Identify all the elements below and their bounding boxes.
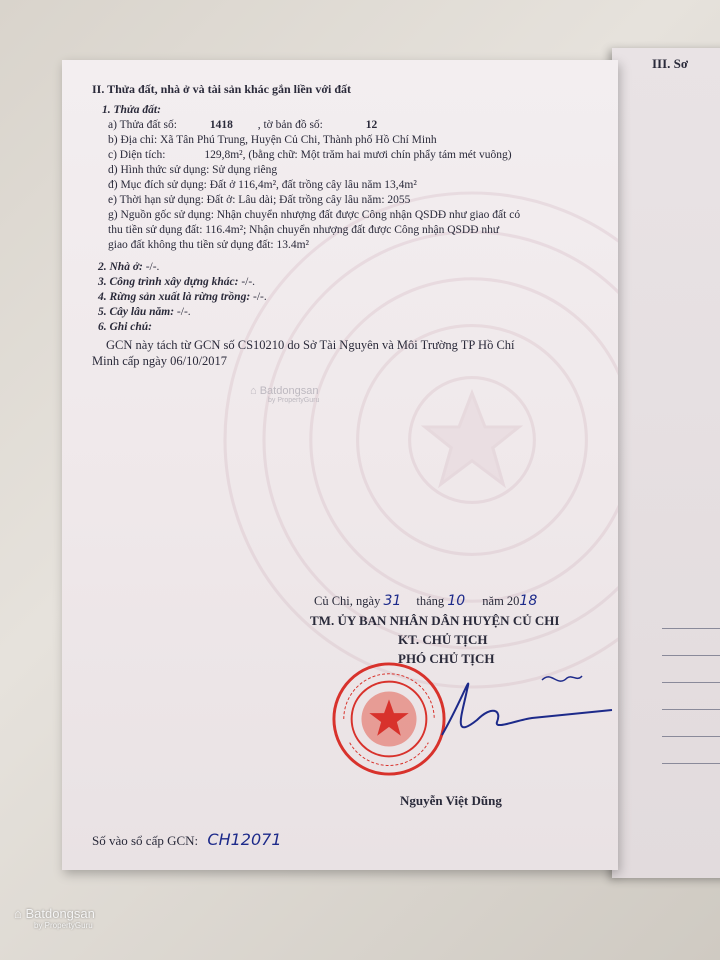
- signer-for: KT. CHỦ TỊCH: [398, 632, 488, 647]
- signer-title: PHÓ CHỦ TỊCH: [398, 651, 495, 666]
- date-place: Củ Chi, ngày: [314, 594, 381, 608]
- plot-row: [108, 118, 377, 133]
- next-page-heading: III. Sơ: [652, 56, 689, 71]
- certificate-page: [62, 60, 618, 870]
- item-perennial: [98, 305, 191, 320]
- next-page-table: [662, 628, 720, 808]
- watermark-corner: ⌂ Batdongsan by PropertyGuru: [14, 906, 95, 930]
- notes-line-2: Minh cấp ngày 06/10/2017: [92, 354, 228, 368]
- register-number: CH12071: [207, 830, 282, 849]
- signature: [422, 660, 618, 760]
- section-title: II. Thửa đất, nhà ở và tài sản khác gắn liền với đất: [92, 82, 352, 96]
- date-year: 18: [519, 593, 538, 609]
- date-month: 10: [447, 593, 466, 609]
- area-value: 129,8m², (bằng chữ: Một trăm hai mươi chín phẩy tám mét vuông): [204, 149, 512, 161]
- origin-line-1: g) Nguồn gốc sử dụng: Nhận chuyển nhượng đất được Công nhận QSDĐ như giao đất có: [108, 209, 521, 221]
- date-year-label: năm 20: [482, 594, 520, 608]
- item-forest: [98, 290, 267, 305]
- notes-heading: 6. Ghi chú:: [98, 321, 152, 333]
- plot-label: a) Thửa đất số:: [108, 119, 177, 131]
- register-row: [92, 832, 282, 848]
- next-page: [612, 48, 720, 878]
- item-label: 2. Nhà ở:: [98, 261, 143, 273]
- origin-line-3: giao đất không thu tiền sử dụng đất: 13.4m²: [108, 239, 310, 251]
- item-house: [98, 260, 159, 275]
- origin-line-2: thu tiền sử dụng đất: 116.4m²; Nhận chuyển nhượng đất được Công nhận QSDĐ như: [108, 224, 500, 236]
- item-value: -/-.: [250, 291, 267, 303]
- address: b) Địa chỉ: Xã Tân Phú Trung, Huyện Củ Chi, Thành phố Hồ Chí Minh: [108, 134, 437, 146]
- plot-number: 1418: [209, 119, 233, 131]
- item-value: -/-.: [238, 276, 256, 288]
- notes-line-1: GCN này tách từ GCN số CS10210 do Sở Tài Nguyên và Môi Trường TP Hồ Chí: [106, 338, 515, 352]
- area-label: c) Diện tích:: [108, 149, 166, 161]
- date-month-label: tháng: [416, 594, 445, 608]
- register-label: Số vào sổ cấp GCN:: [92, 833, 199, 848]
- area-row: [108, 148, 512, 163]
- term: e) Thời hạn sử dụng: Đất ở: Lâu dài; Đất trồng cây lâu năm: 2055: [108, 194, 411, 206]
- map-number: 12: [365, 119, 378, 131]
- item-label: 4. Rừng sản xuất là rừng trồng:: [98, 291, 251, 303]
- watermark-center: ⌂ Batdongsan by PropertyGuru: [250, 385, 320, 404]
- map-label: , tờ bản đồ số:: [257, 119, 323, 131]
- purpose: đ) Mục đích sử dụng: Đất ở 116,4m², đất trồng cây lâu năm 13,4m²: [108, 179, 417, 191]
- item-label: 5. Cây lâu năm:: [98, 306, 175, 318]
- house-logo-icon: ⌂: [14, 906, 22, 921]
- land-heading: 1. Thửa đất:: [102, 104, 161, 116]
- item-value: -/-.: [174, 306, 191, 318]
- item-construction: [98, 275, 255, 290]
- signer-name: Nguyễn Việt Dũng: [400, 793, 502, 808]
- date-day: 31: [383, 593, 402, 609]
- use-form: d) Hình thức sử dụng: Sử dụng riêng: [108, 164, 278, 176]
- item-value: -/-.: [142, 261, 160, 273]
- item-label: 3. Công trình xây dựng khác:: [98, 276, 239, 288]
- date-line: [314, 594, 537, 609]
- house-logo-icon: ⌂: [250, 385, 257, 397]
- authority: TM. ỦY BAN NHÂN DÂN HUYỆN CỦ CHI: [310, 613, 560, 628]
